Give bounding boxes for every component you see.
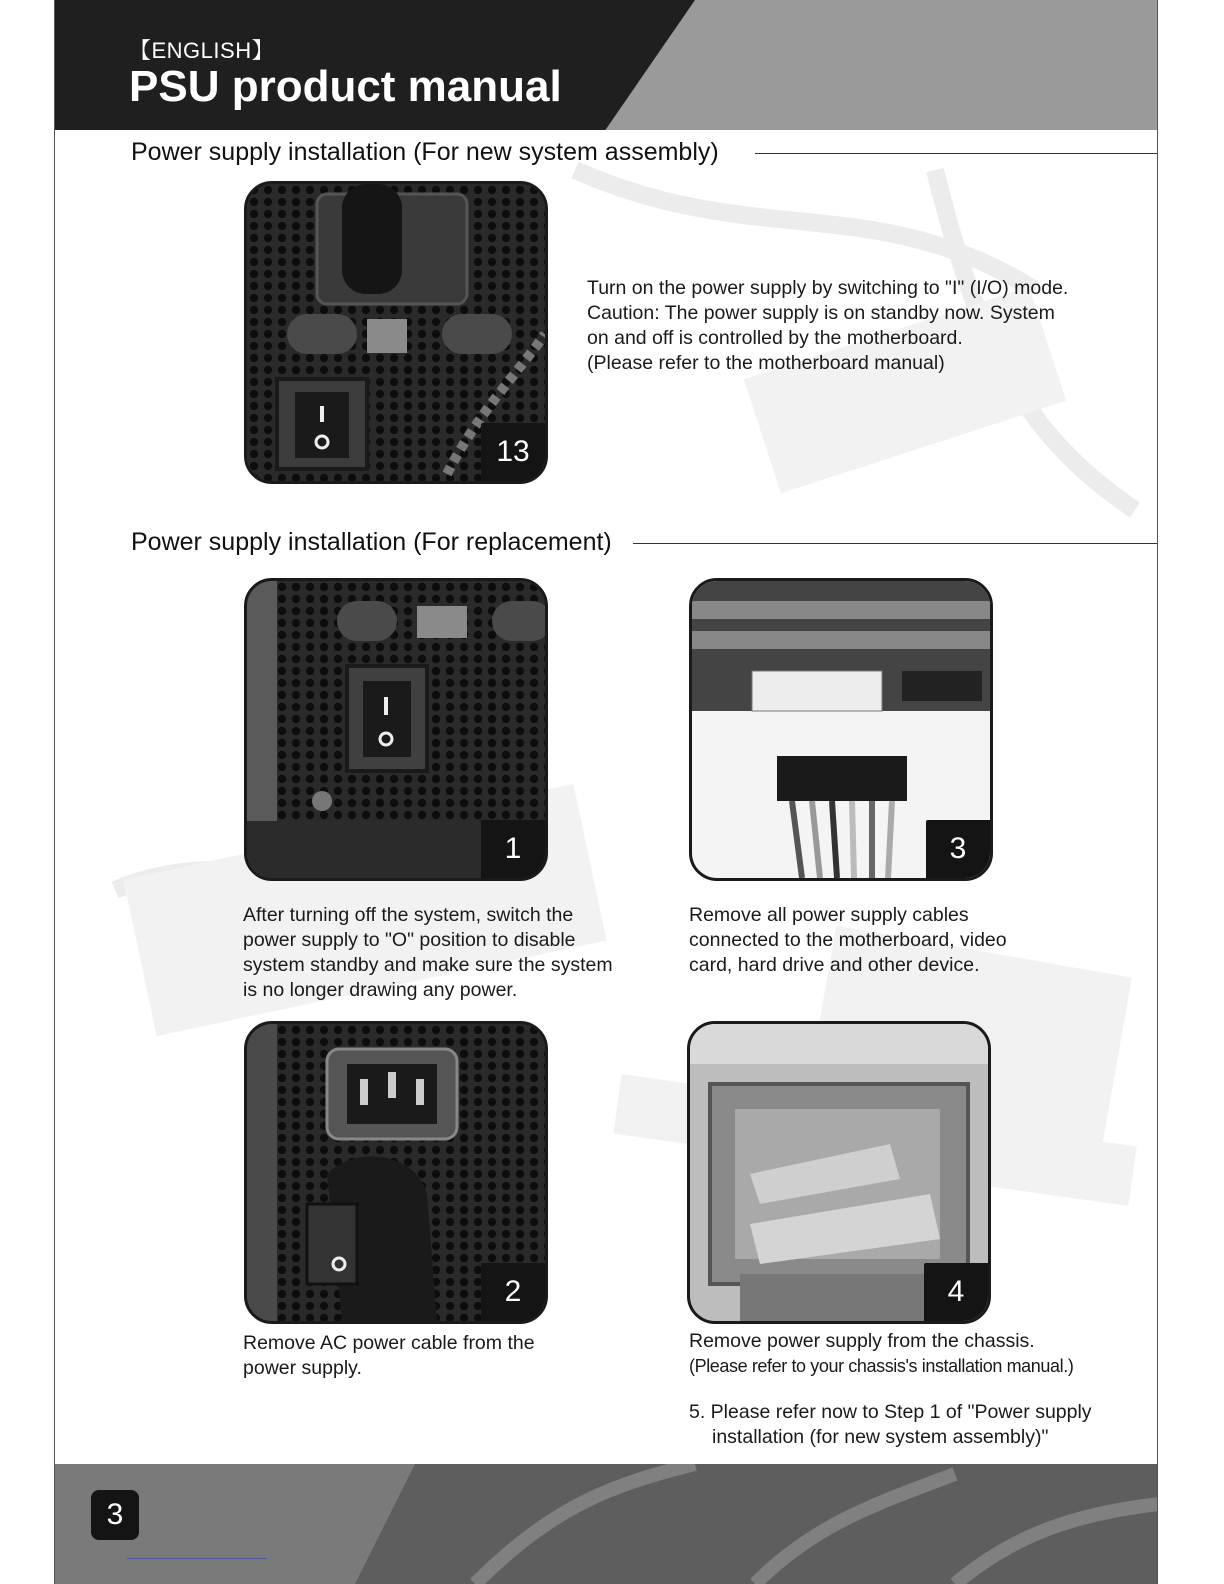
caption-line: power supply. [243, 1357, 362, 1379]
caption-line: (Please refer to your chassis's installation manual.) [689, 1356, 1074, 1376]
section-title-replacement: Power supply installation (For replacement) [131, 528, 612, 556]
header-banner [55, 0, 1158, 130]
footer-band [55, 1464, 1158, 1584]
manual-page [54, 0, 1158, 1584]
step-1-caption [243, 903, 663, 1003]
step-13-caption [587, 276, 1127, 376]
photo-power-switch-on [244, 181, 548, 484]
caption-line: power supply to "O" position to disable [243, 929, 576, 951]
step-badge: 4 [924, 1263, 988, 1321]
page-title: PSU product manual [129, 62, 562, 111]
step-3-caption [689, 903, 1109, 978]
footer-link-underline [127, 1558, 267, 1559]
section-rule [755, 153, 1158, 154]
step-badge: 2 [481, 1263, 545, 1321]
caption-line: Turn on the power supply by switching to "I" (I/O) mode. [587, 277, 1069, 299]
step-2-caption [243, 1331, 663, 1381]
page-number: 3 [91, 1490, 139, 1540]
step-badge: 3 [926, 820, 990, 878]
step-badge: 13 [481, 423, 545, 481]
caption-line: system standby and make sure the system [243, 954, 613, 976]
photo-switch-off [244, 578, 548, 881]
note-line: 5. Please refer now to Step 1 of "Power supply [689, 1401, 1092, 1423]
step-4-caption [689, 1329, 1149, 1379]
caption-line: Remove power supply from the chassis. [689, 1330, 1035, 1352]
photo-ac-cable [244, 1021, 548, 1324]
caption-line: is no longer drawing any power. [243, 979, 518, 1001]
caption-line: card, hard drive and other device. [689, 954, 980, 976]
footer-texture [55, 1464, 1158, 1584]
step-5-note [689, 1400, 1149, 1450]
photo-motherboard-cable [689, 578, 993, 881]
photo-chassis [687, 1021, 991, 1324]
header-gray-band [605, 0, 1158, 130]
caption-line: Caution: The power supply is on standby now. System [587, 302, 1055, 324]
section-title-new-system: Power supply installation (For new system assembly) [131, 138, 719, 166]
caption-line: Remove all power supply cables [689, 904, 969, 926]
caption-line: on and off is controlled by the motherboard. [587, 327, 963, 349]
section-rule [633, 543, 1158, 544]
step-badge: 1 [481, 820, 545, 878]
language-label: 【ENGLISH】 [129, 38, 275, 63]
caption-line: Remove AC power cable from the [243, 1332, 535, 1354]
caption-line: (Please refer to the motherboard manual) [587, 352, 945, 374]
caption-line: connected to the motherboard, video [689, 929, 1007, 951]
caption-line: After turning off the system, switch the [243, 904, 574, 926]
note-line: installation (for new system assembly)" [712, 1426, 1049, 1448]
